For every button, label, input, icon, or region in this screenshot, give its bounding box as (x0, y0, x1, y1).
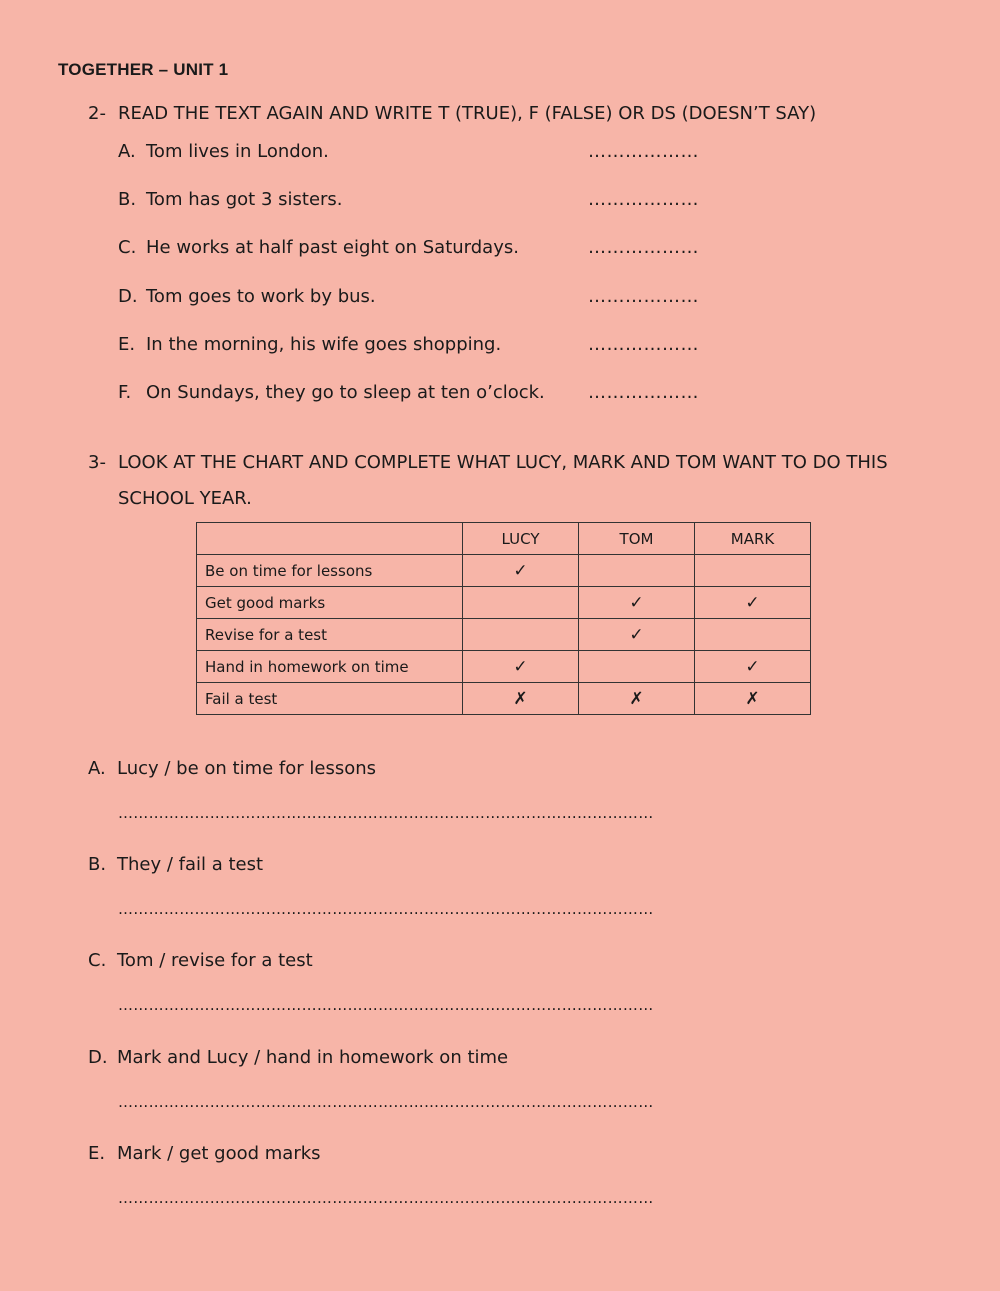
item-letter: E. (88, 1142, 106, 1164)
empty-cell (463, 587, 579, 619)
cross-mark: ✗ (579, 683, 695, 715)
list-item (118, 381, 718, 429)
item-letter: C. (118, 237, 137, 259)
item-statement: Tom goes to work by bus. (146, 285, 376, 307)
check-mark: ✓ (695, 651, 811, 683)
list-item (118, 285, 718, 333)
question-text-continued: SCHOOL YEAR. (118, 488, 252, 509)
item-prompt: Lucy / be on time for lessons (117, 758, 377, 779)
row-label: Be on time for lessons (197, 555, 463, 587)
column-header-tom: TOM (579, 523, 695, 555)
empty-cell (695, 619, 811, 651)
answer-blank[interactable]: ……………… (588, 333, 699, 355)
item-prompt: Tom / revise for a test (117, 950, 313, 972)
item-letter: C. (88, 950, 107, 972)
list-item (88, 1139, 788, 1235)
list-item (88, 946, 788, 1042)
row-label: Fail a test (197, 683, 463, 715)
table-row (197, 651, 811, 683)
list-item (88, 754, 788, 850)
table-header-row (197, 523, 811, 555)
item-statement: In the morning, his wife goes shopping. (146, 333, 502, 355)
item-letter: D. (118, 285, 138, 307)
item-prompt: Mark and Lucy / hand in homework on time (117, 1046, 509, 1068)
cross-mark: ✗ (695, 683, 811, 715)
item-letter: D. (88, 1046, 108, 1068)
answer-line[interactable]: …………………………………………………………………………………………… (118, 1188, 654, 1207)
check-mark: ✓ (695, 587, 811, 619)
empty-cell (579, 555, 695, 587)
item-letter: B. (88, 854, 107, 876)
list-item (118, 140, 718, 188)
item-letter: A. (118, 141, 136, 162)
table-row (197, 587, 811, 619)
table-row (197, 683, 811, 715)
check-mark: ✓ (579, 587, 695, 619)
check-mark: ✓ (579, 619, 695, 651)
empty-cell (695, 555, 811, 587)
list-item (118, 333, 718, 381)
empty-cell (579, 651, 695, 683)
answer-blank[interactable]: ……………… (588, 189, 699, 211)
item-prompt: Mark / get good marks (117, 1142, 321, 1164)
row-label: Hand in homework on time (197, 651, 463, 683)
item-letter: F. (118, 381, 132, 403)
empty-cell (463, 619, 579, 651)
table-row (197, 555, 811, 587)
answer-blank[interactable]: ……………… (588, 285, 699, 307)
check-mark: ✓ (463, 651, 579, 683)
question-text: LOOK AT THE CHART AND COMPLETE WHAT LUCY, MARK AND TOM WANT TO DO THIS (118, 452, 888, 473)
cross-mark: ✗ (463, 683, 579, 715)
item-statement: On Sundays, they go to sleep at ten o’clock. (146, 381, 545, 403)
column-header-lucy: LUCY (463, 523, 579, 555)
answer-line[interactable]: …………………………………………………………………………………………… (118, 804, 654, 822)
answer-blank[interactable]: ……………… (588, 381, 699, 403)
item-letter: A. (88, 758, 106, 779)
question-3-title (88, 445, 888, 517)
item-statement: Tom has got 3 sisters. (146, 189, 343, 211)
column-header-mark: MARK (695, 523, 811, 555)
list-item (118, 188, 718, 236)
answer-blank[interactable]: ……………… (588, 141, 699, 162)
check-mark: ✓ (463, 555, 579, 587)
item-letter: B. (118, 189, 137, 211)
question-2-title (88, 96, 816, 132)
item-statement: He works at half past eight on Saturdays. (146, 237, 519, 259)
table-row (197, 619, 811, 651)
item-letter: E. (118, 333, 136, 355)
row-label: Get good marks (197, 587, 463, 619)
row-label: Revise for a test (197, 619, 463, 651)
answer-blank[interactable]: ……………… (588, 237, 699, 259)
answer-line[interactable]: …………………………………………………………………………………………… (118, 900, 654, 919)
list-item (88, 850, 788, 946)
answer-line[interactable]: …………………………………………………………………………………………… (118, 996, 654, 1015)
question-number: 2- (88, 103, 106, 124)
item-statement: Tom lives in London. (146, 141, 329, 162)
column-header (197, 523, 463, 555)
exercise-list (88, 754, 788, 1235)
item-prompt: They / fail a test (117, 854, 264, 876)
goals-chart (196, 522, 811, 715)
answer-line[interactable]: …………………………………………………………………………………………… (118, 1092, 654, 1111)
question-text: READ THE TEXT AGAIN AND WRITE T (TRUE), F (FALSE) OR DS (DOESN’T SAY) (118, 103, 817, 124)
true-false-list (118, 140, 718, 429)
question-number: 3- (88, 452, 106, 473)
list-item (88, 1043, 788, 1139)
page-title: TOGETHER – UNIT 1 (58, 60, 229, 79)
list-item (118, 236, 718, 284)
